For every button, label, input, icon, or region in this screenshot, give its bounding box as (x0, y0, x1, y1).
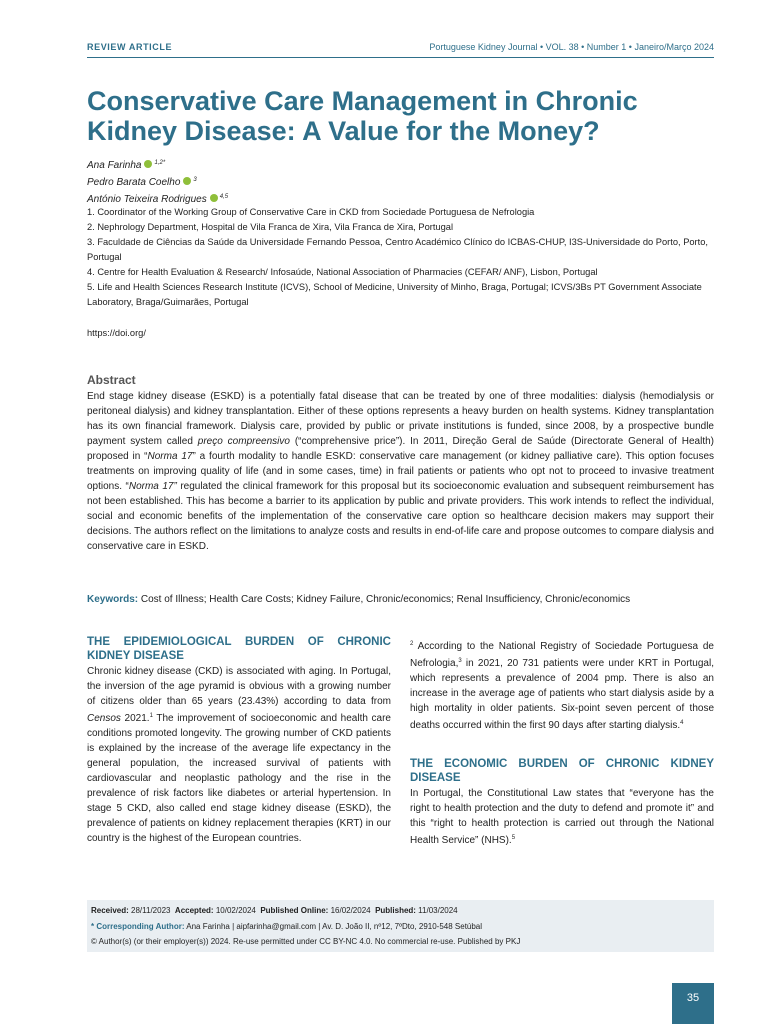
author-affil-ref: 3 (193, 177, 197, 183)
author-affil-ref: 4,5 (219, 194, 229, 200)
citation-ref[interactable]: 1 (149, 713, 153, 719)
online-label: Published Online: (260, 906, 329, 915)
body-column-left (87, 635, 391, 846)
text-run: In Portugal, the Constitutional Law states that “everyone has the right to health protection and the duty to defend and promote it” and this “right to health protection is carried out through the National Health Service” (NHS). (410, 788, 714, 846)
corr-star: * (91, 922, 97, 931)
affiliation: 1. Coordinator of the Working Group of Conservative Care in CKD from Sociedade Portuguesa de Nefrologia (87, 207, 535, 217)
author-affil-ref: 1,2* (154, 160, 166, 166)
text-run: The improvement of socioeconomic and health care conditions promoted longevity. The growing number of CKD patients is explained by the increase of the average life expectancy in the general population, the increased survival of patients with cardiovascular and neoplastic pathology and the rise in the prevalence of risk factors like diabetes or arterial hypertension. In stage 5 CKD, also called end stage kidney disease (ESKD), the prevalence of patients on kidney replacement therapies (KRT) in our country is the highest of the European countries. (87, 713, 391, 844)
section-title-epidemiological: THE EPIDEMIOLOGICAL BURDEN OF CHRONIC KIDNEY DISEASE (87, 636, 391, 662)
orcid-icon[interactable] (144, 160, 152, 168)
abstract-part: regulated the clinical framework for this proposal but its socioeconomic evaluation and subsequent reimbursement has not been established. This has become a barrier to its application by public and private providers. This work intends to reflect the individual, social and economic benefits of the implementation of the conservative care option so healthcare decision makers may support their decisions. The authors reflect on the limitations to analyze costs and results in end-of-life care and propose outcomes to compare dialysis and conservative care in ESKD. (87, 481, 714, 552)
text-run: in 2021, 20 731 patients were under KRT in Portugal, which represents a prevalence of 2004 pmp. There is also an increase in the average age of patients who start dialysis aside by a high mortality in older patients. Six-point seven percent of those deaths occurred within the first 90 days after starting dialysis. (410, 658, 714, 731)
header-divider (87, 57, 714, 58)
abstract-italic: Norma 17” (128, 481, 177, 492)
abstract-italic: preço compreensivo (197, 436, 290, 447)
citation-ref[interactable]: 5 (511, 835, 516, 841)
author-name: António Teixeira Rodrigues (87, 194, 207, 205)
citation-ref[interactable]: 3 (458, 658, 462, 664)
accepted-label: Accepted: (174, 906, 214, 915)
section-paragraph (410, 786, 714, 848)
article-title: Conservative Care Management in Chronic Kidney Disease: A Value for the Money? (87, 86, 638, 146)
keywords-text: Cost of Illness; Health Care Costs; Kidney Failure, Chronic/economics; Renal Insufficiency, Chronic/economics (138, 594, 631, 605)
abstract-part: ” a fourth modality to handle ESKD: conservative care management (or kidney palliative care). This option focuses treatments on improving quality of life (and in some cases, time) in frail patients or patients who opt not to proceed to invasive treatment options. “ (87, 451, 715, 492)
corr-label: Corresponding Author: (96, 922, 185, 931)
accepted-date: 10/02/2024 (213, 906, 256, 915)
text-run: According to the National Registry of Sociedade Portuguesa de Nefrologia, (410, 641, 714, 669)
keywords-label: Keywords: (87, 594, 139, 605)
author-name: Ana Farinha (87, 160, 142, 171)
author-name: Pedro Barata Coelho (87, 177, 181, 188)
keywords (87, 592, 714, 607)
orcid-icon[interactable] (183, 177, 191, 185)
section-title-economic: THE ECONOMIC BURDEN OF CHRONIC KIDNEY DISEASE (410, 758, 714, 784)
page-number: 35 (672, 983, 714, 1024)
section-paragraph (410, 637, 714, 733)
author-1 (87, 156, 714, 173)
publication-dates (91, 906, 458, 915)
abstract-italic: Norma 17 (147, 451, 193, 462)
section-paragraph (87, 664, 391, 846)
author-list (87, 156, 714, 207)
orcid-icon[interactable] (210, 194, 218, 202)
received-date: 28/11/2023 (128, 906, 171, 915)
text-italic: Censos (87, 713, 121, 724)
affiliation: 3. Faculdade de Ciências da Saúde da Universidade Fernando Pessoa, Centro Académico Clínico do ICBAS-CHUP, I3S-Universidade do Porto, Porto, Portugal (87, 237, 708, 262)
body-column-right (410, 637, 714, 848)
author-2 (87, 173, 714, 190)
received-label: Received: (91, 906, 129, 915)
abstract-heading: Abstract (87, 373, 136, 387)
citation-ref[interactable]: 4 (680, 720, 684, 726)
affiliation: 5. Life and Health Sciences Research Institute (ICVS), School of Medicine, University of Minho, Braga, Portugal; ICVS/3Bs PT Government Associate Laboratory, Braga/Guimarães, Portugal (87, 282, 702, 307)
abstract-part: (“comprehensive price”). In 2011, Direção Geral de Saúde (Directorate General of Health) proposed in “ (87, 436, 714, 462)
affiliations (87, 205, 714, 310)
corresponding-author (91, 922, 482, 931)
abstract-part: End stage kidney disease (ESKD) is a potentially fatal disease that can be treated by one of three modalities: dialysis (hemodialysis or peritoneal dialysis) and kidney transplantation. Either of these options represents a heavy burden on health systems. Kidney transplantation has its own financial framework. Dialysis care, provided by public or private institutions is funded, since 2008, by a prospective bundle payment system called (87, 391, 714, 447)
published-label: Published: (375, 906, 416, 915)
citation-ref[interactable]: 2 (410, 641, 414, 647)
copyright: © Author(s) (or their employer(s)) 2024. Re-use permitted under CC BY-NC 4.0. No commercial re-use. Published by PKJ (91, 937, 521, 946)
published-date: 11/03/2024 (415, 906, 458, 915)
abstract-text (87, 389, 714, 554)
article-type: REVIEW ARTICLE (87, 42, 173, 52)
text-run: Chronic kidney disease (CKD) is associated with aging. In Portugal, the inversion of the age pyramid is obvious with a growing number of citizens older than 65 years (23.43%) according to data from (87, 666, 391, 707)
online-date: 16/02/2024 (328, 906, 371, 915)
journal-info: Portuguese Kidney Journal • VOL. 38 • Number 1 • Janeiro/Março 2024 (429, 42, 714, 52)
affiliation: 4. Centre for Health Evaluation & Research/ Infosaúde, National Association of Pharmacies (CEFAR/ ANF), Lisbon, Portugal (87, 267, 598, 277)
doi-link[interactable]: https://doi.org/ (87, 328, 146, 338)
affiliation: 2. Nephrology Department, Hospital de Vila Franca de Xira, Vila Franca de Xira, Portugal (87, 222, 454, 232)
text-run: 2021. (120, 713, 150, 724)
corr-text[interactable]: Ana Farinha | aipfarinha@gmail.com | Av. D. João II, nº12, 7ºDto, 2910-548 Setúbal (184, 922, 483, 931)
